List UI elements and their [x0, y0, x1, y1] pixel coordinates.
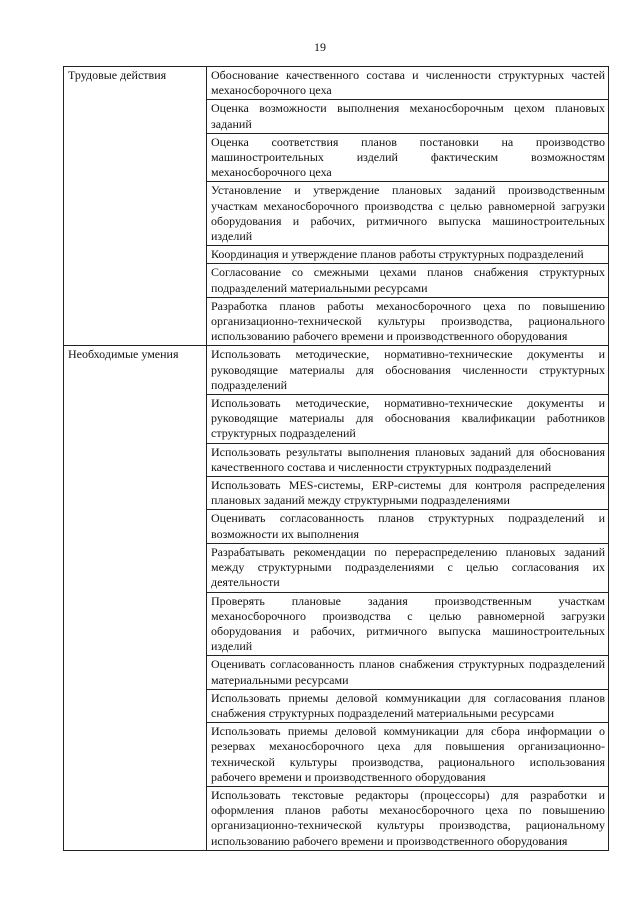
- required-skill-item: Использовать MES-системы, ERP-системы для контроля распределения плановых заданий между структурными подразделениями: [207, 477, 609, 510]
- required-skill-item: Использовать приемы деловой коммуникации для согласования планов снабжения структурных подразделений материальными ресурсами: [207, 689, 609, 722]
- required-skill-item: Разрабатывать рекомендации по перераспределению плановых заданий между структурными подразделениями с целью согласования их деятельности: [207, 543, 609, 592]
- labor-action-item: Согласование со смежными цехами планов снабжения структурных подразделений материальными ресурсами: [207, 264, 609, 297]
- required-skill-item: Оценивать согласованность планов структурных подразделений и возможности их выполнения: [207, 510, 609, 543]
- labor-action-item: Разработка планов работы механосборочного цеха по повышению организационно-технической культуры производства, рационального использованию рабочего времени и производственного оборудования: [207, 297, 609, 346]
- section-label-required-skills: Необходимые умения: [64, 346, 207, 850]
- section-label-labor-actions: Трудовые действия: [64, 67, 207, 346]
- table-row: [64, 346, 609, 395]
- labor-action-item: Оценка соответствия планов постановки на производство машиностроительных изделий фактическим возможностям механосборочного цеха: [207, 133, 609, 182]
- labor-action-item: Обоснование качественного состава и численности структурных частей механосборочного цеха: [207, 67, 609, 100]
- labor-action-item: Координация и утверждение планов работы структурных подразделений: [207, 246, 609, 264]
- required-skill-item: Использовать приемы деловой коммуникации для сбора информации о резервах механосборочного цеха для повышения организационно-технической культуры производства, рационального использования рабочего времени и производственного оборудования: [207, 723, 609, 787]
- required-skill-item: Проверять плановые задания производственным участкам механосборочного производства с целью равномерной загрузки оборудования и рабочих, ритмичного выпуска машиностроительных изделий: [207, 592, 609, 656]
- required-skill-item: Использовать результаты выполнения плановых заданий для обоснования качественного состава и численности структурных подразделений: [207, 443, 609, 476]
- professional-standard-table: [63, 66, 609, 851]
- page-number: 19: [314, 40, 326, 54]
- labor-action-item: Установление и утверждение плановых заданий производственным участкам механосборочного производства с целью равномерной загрузки оборудования и рабочих, ритмичного выпуска машиностроительных изделий: [207, 182, 609, 246]
- required-skill-item: Оценивать согласованность планов снабжения структурных подразделений материальными ресурсами: [207, 656, 609, 689]
- required-skill-item: Использовать методические, нормативно-технические документы и руководящие материалы для обоснования квалификации работников структурных подразделений: [207, 395, 609, 444]
- table-row: [64, 67, 609, 100]
- labor-action-item: Оценка возможности выполнения механосборочным цехом плановых заданий: [207, 100, 609, 133]
- required-skill-item: Использовать текстовые редакторы (процессоры) для разработки и оформления планов работы механосборочного цеха по повышению организационно-технической культуры производства, рациональному использованию рабочего времени и производственного оборудования: [207, 786, 609, 850]
- required-skill-item: Использовать методические, нормативно-технические документы и руководящие материалы для обоснования численности структурных подразделений: [207, 346, 609, 395]
